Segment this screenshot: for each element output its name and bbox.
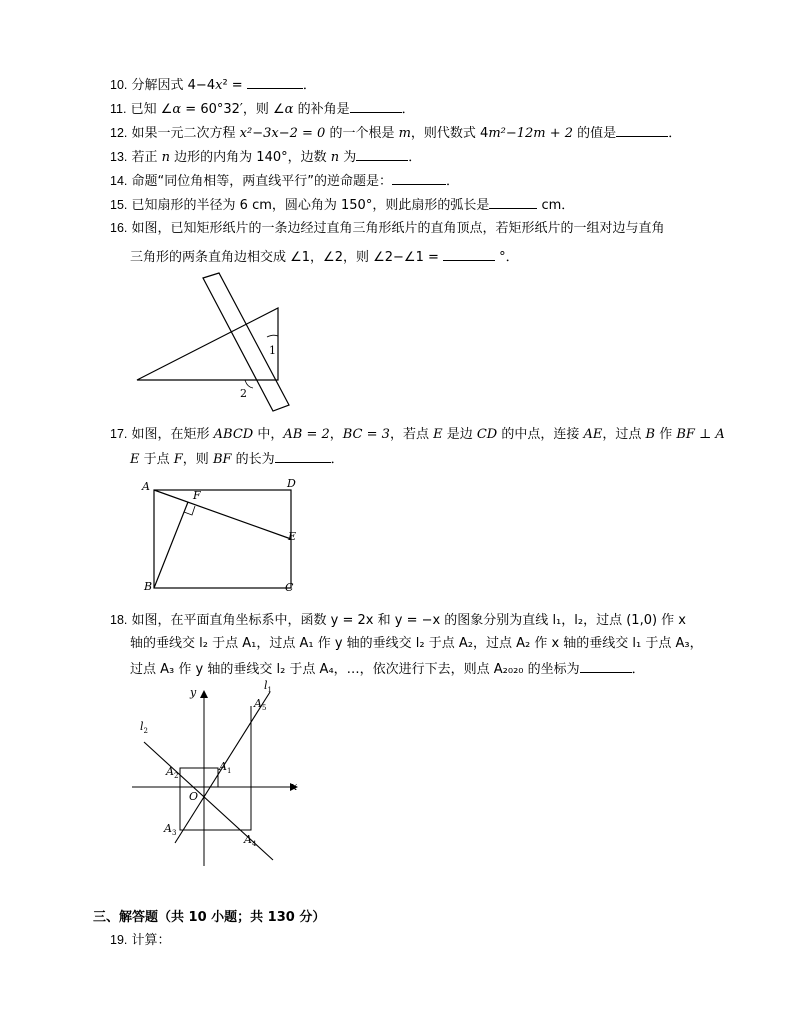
question-text: ，则代数式 4 xyxy=(410,126,489,141)
question-18-line-1 xyxy=(110,612,686,629)
label-origin: O xyxy=(189,790,199,803)
question-text: = 60°32′，则 ∠ xyxy=(181,102,285,117)
question-18-line-2 xyxy=(130,636,703,652)
question-text: 已知扇形的半径为 6 cm，圆心角为 150°，则此扇形的弧长是 xyxy=(131,198,490,213)
figure-16 xyxy=(130,270,290,420)
label-a3: $A_3$ xyxy=(164,822,177,837)
question-text: 作 xyxy=(655,427,677,442)
punctuation: ． xyxy=(401,102,415,117)
label-a1: $A_1$ xyxy=(219,760,232,775)
question-text: 为 xyxy=(339,150,357,165)
variable: n xyxy=(330,150,340,165)
question-text: 三角形的两条直角边相交成 ∠1，∠2，则 ∠2−∠1 = xyxy=(130,250,444,265)
variable: AE xyxy=(583,427,603,442)
question-text: ，若点 xyxy=(389,427,434,442)
answer-blank[interactable] xyxy=(616,124,668,137)
question-text: 是边 xyxy=(442,427,477,442)
variable: n xyxy=(161,150,171,165)
question-number: 19. xyxy=(110,933,128,947)
variable: BF xyxy=(212,452,232,467)
question-number: 15. xyxy=(110,198,128,212)
variable: m xyxy=(398,126,411,141)
punctuation: ． xyxy=(330,452,344,467)
angle-label-1: 1 xyxy=(269,344,276,357)
answer-blank[interactable] xyxy=(580,660,632,673)
answer-blank[interactable] xyxy=(350,100,402,113)
question-text: ，则 xyxy=(182,452,213,467)
variable: E xyxy=(433,427,443,442)
label-d: D xyxy=(287,477,296,490)
variable: CD xyxy=(476,427,498,442)
question-number: 11. xyxy=(110,102,127,116)
expression: m²−12m + 2 xyxy=(488,126,574,141)
question-number: 12. xyxy=(110,126,128,140)
section-heading: 三、解答题（共 10 小题；共 130 分） xyxy=(93,910,326,925)
question-number: 18. xyxy=(110,613,128,627)
rectangle-abcd xyxy=(154,490,291,588)
question-text: 计算： xyxy=(131,933,171,948)
variable: E xyxy=(130,452,140,467)
question-text: 的补角是 xyxy=(293,102,350,117)
question-number: 13. xyxy=(110,150,128,164)
figure-17 xyxy=(140,475,310,600)
question-13 xyxy=(110,148,421,166)
question-18-line-3 xyxy=(130,660,645,678)
variable: B xyxy=(645,427,656,442)
variable: α xyxy=(284,102,294,117)
question-text: 如图，已知矩形纸片的一条边经过直角三角形纸片的直角顶点，若矩形纸片的一组对边与直角 xyxy=(131,221,665,236)
punctuation: ． xyxy=(631,662,645,677)
question-16-line-1 xyxy=(110,220,665,237)
question-number: 17. xyxy=(110,427,128,441)
label-x: x xyxy=(291,780,298,793)
label-e: E xyxy=(288,530,297,543)
label-f: F xyxy=(193,489,201,502)
label-y: y xyxy=(190,686,197,699)
question-12 xyxy=(110,124,681,142)
question-text: 于点 xyxy=(139,452,174,467)
question-text: 如果一元二次方程 xyxy=(131,126,240,141)
label-a5: $A_5$ xyxy=(254,697,267,712)
question-text: 若正 xyxy=(131,150,162,165)
punctuation: ． xyxy=(446,174,460,189)
question-text: 如图，在矩形 xyxy=(131,427,214,442)
punctuation: ． xyxy=(408,150,422,165)
question-text: 如图，在平面直角坐标系中，函数 y = 2x 和 y = −x 的图象分别为直线 l₁，l₂，过点 (1,0) 作 x xyxy=(131,613,686,628)
question-19 xyxy=(110,932,171,949)
question-text: 过点 A₃ 作 y 轴的垂线交 l₂ 于点 A₄，…，依次进行下去，则点 A₂₀₂₀ 的坐标为 xyxy=(130,662,580,677)
question-text: 轴的垂线交 l₂ 于点 A₁，过点 A₁ 作 y 轴的垂线交 l₂ 于点 A₂，过点 A₂ 作 x 轴的垂线交 l₁ 于点 A₃， xyxy=(130,636,703,651)
question-number: 16. xyxy=(110,221,128,235)
answer-blank[interactable] xyxy=(247,76,303,89)
equation: AB = 2 xyxy=(283,427,330,442)
y-axis-arrow xyxy=(200,690,208,698)
answer-blank[interactable] xyxy=(392,172,446,185)
question-number: 10. xyxy=(110,78,128,92)
variable: x xyxy=(215,78,223,93)
punctuation: ， xyxy=(329,427,343,442)
label-a: A xyxy=(142,480,150,493)
question-text: 命题“同位角相等，两直线平行”的逆命题是： xyxy=(131,174,393,189)
figure-18 xyxy=(130,680,305,870)
segment-bf xyxy=(154,502,188,588)
angle-label-2: 2 xyxy=(240,387,247,400)
expression: BF ⊥ A xyxy=(676,427,725,442)
label-b: B xyxy=(144,580,153,593)
answer-blank[interactable] xyxy=(356,148,408,161)
question-15 xyxy=(110,196,574,214)
question-text: 的一个根是 xyxy=(325,126,399,141)
punctuation: ． xyxy=(668,126,682,141)
label-l1: $l_1$ xyxy=(264,679,272,694)
question-10 xyxy=(110,76,316,94)
variable: ABCD xyxy=(213,427,254,442)
label-a2: $A_2$ xyxy=(166,765,179,780)
segment-ae xyxy=(154,490,291,539)
question-text: 的中点，连接 xyxy=(497,427,584,442)
question-text: 的长为 xyxy=(231,452,275,467)
label-l2: $l_2$ xyxy=(140,720,148,735)
label-c: C xyxy=(285,581,294,594)
answer-blank[interactable] xyxy=(489,196,537,209)
question-14 xyxy=(110,172,459,190)
question-number: 14. xyxy=(110,174,128,188)
question-text: 的值是 xyxy=(573,126,617,141)
question-11 xyxy=(110,100,415,118)
question-text: ² = xyxy=(222,78,247,93)
question-16-line-2 xyxy=(130,248,519,266)
punctuation: ． xyxy=(302,78,316,93)
question-17-line-2 xyxy=(130,450,344,468)
question-text: 边形的内角为 140°，边数 xyxy=(170,150,331,165)
punctuation: cm． xyxy=(537,198,575,213)
question-text: 中， xyxy=(253,427,284,442)
answer-blank[interactable] xyxy=(443,248,495,261)
question-text: 分解因式 4−4 xyxy=(131,78,216,93)
question-17-line-1 xyxy=(110,426,725,443)
answer-blank[interactable] xyxy=(275,450,331,463)
equation: BC = 3 xyxy=(342,427,390,442)
punctuation: °． xyxy=(495,250,519,265)
question-text: ，过点 xyxy=(602,427,646,442)
angle-1-arc xyxy=(267,335,278,337)
label-a4: $A_4$ xyxy=(244,833,257,848)
variable: F xyxy=(173,452,183,467)
question-text: 已知 ∠ xyxy=(130,102,173,117)
variable: α xyxy=(172,102,182,117)
equation: x²−3x−2 = 0 xyxy=(239,126,326,141)
